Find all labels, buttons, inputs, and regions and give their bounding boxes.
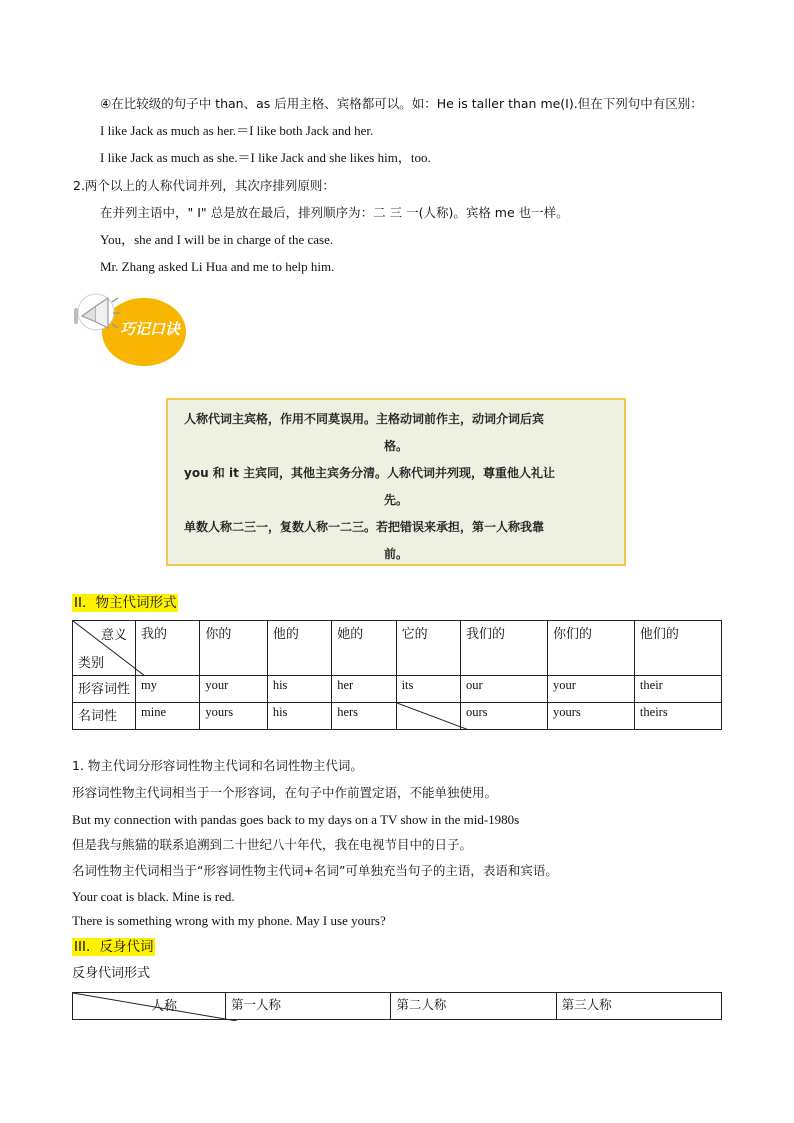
- table-cell: mine: [136, 703, 200, 730]
- table-cell: your: [547, 676, 634, 703]
- reflexive-table: [72, 992, 722, 1020]
- memo-line-2b: 先。: [383, 493, 408, 507]
- header-cell: 你的: [200, 621, 267, 676]
- table-row: [73, 676, 722, 703]
- header-cell: 我们的: [460, 621, 547, 676]
- section-2-line-4: 但是我与熊猫的联系追溯到二十世纪八十年代，我在电视节目中的日子。: [72, 837, 473, 852]
- table-row: [73, 703, 722, 730]
- corner-top-label: 意义: [100, 628, 127, 643]
- section-3-subtitle: 反身代词形式: [72, 966, 151, 981]
- header-cell: 我的: [136, 621, 200, 676]
- section-2-line-3: But my connection with pandas goes back to my days on a TV show in the mid-1980s: [72, 812, 520, 827]
- table-cell: ours: [460, 703, 547, 730]
- table-corner-cell: [73, 621, 136, 676]
- section-2-line-2: 形容词性物主代词相当于一个形容词，在句子中作前置定语，不能单独使用。: [72, 785, 498, 800]
- header-cell: 他们的: [634, 621, 721, 676]
- table-cell: their: [634, 676, 721, 703]
- intro-line-6: You，she and I will be in charge of the case.: [100, 232, 334, 247]
- intro-line-3: I like Jack as much as she.＝I like Jack and she likes him，too.: [100, 150, 431, 165]
- memo-paragraph: [184, 406, 608, 568]
- row-label: 名词性: [73, 703, 136, 730]
- intro-line-7: Mr. Zhang asked Li Hua and me to help him.: [100, 259, 335, 274]
- table-cell: my: [136, 676, 200, 703]
- corner-label: 人称: [151, 999, 178, 1014]
- intro-line-4: 2.两个以上的人称代词并列，其次序排列原则：: [73, 178, 335, 193]
- memo-line-1b: 格。: [383, 439, 408, 453]
- table-cell: her: [332, 676, 396, 703]
- table-cell: his: [267, 676, 331, 703]
- memo-line-3b: 前。: [383, 547, 408, 561]
- table-cell: yours: [547, 703, 634, 730]
- table-cell: his: [267, 703, 331, 730]
- possessive-table: [72, 620, 722, 730]
- intro-line-5: 在并列主语中，" I" 总是放在最后，排列顺序为：二 三 一(人称)。宾格 me 也一样。: [100, 205, 569, 220]
- section-2-title: II．物主代词形式: [74, 595, 177, 611]
- memo-line-2: you 和 it 主宾同，其他主宾务分清。人称代词并列现，尊重他人礼让: [184, 466, 555, 480]
- logo-label: 巧记口诀: [119, 320, 180, 338]
- section-2-line-1: 1. 物主代词分形容词性物主代词和名词性物主代词。: [72, 758, 363, 773]
- table-cell: hers: [332, 703, 396, 730]
- section-2-line-5: 名词性物主代词相当于“形容词性物主代词+名词”可单独充当句子的主语，表语和宾语。: [72, 863, 558, 878]
- header-cell: 第三人称: [556, 993, 721, 1020]
- header-cell: 第二人称: [391, 993, 556, 1020]
- table-corner-cell: [73, 993, 226, 1020]
- mnemonic-logo: [68, 288, 188, 368]
- header-cell: 第一人称: [226, 993, 391, 1020]
- header-cell: 他的: [267, 621, 331, 676]
- section-2-line-7: There is something wrong with my phone. May I use yours?: [72, 913, 386, 928]
- intro-line-1: ④在比较级的句子中 than、as 后用主格、宾格都可以。如：He is taller than me(I).但在下列句中有区别：: [100, 96, 703, 111]
- section-3-title: III．反身代词: [74, 939, 154, 955]
- header-cell: 她的: [332, 621, 396, 676]
- memo-line-1: 人称代词主宾格，作用不同莫误用。主格动词前作主，动词介词后宾: [184, 412, 545, 426]
- table-cell: our: [460, 676, 547, 703]
- header-cell: 它的: [396, 621, 460, 676]
- empty-diagonal-cell: [396, 703, 460, 730]
- row-label: 形容词性: [73, 676, 136, 703]
- table-cell: your: [200, 676, 267, 703]
- table-header-row: [73, 993, 722, 1020]
- section-2-line-6: Your coat is black. Mine is red.: [72, 889, 235, 904]
- table-cell: its: [396, 676, 460, 703]
- memo-line-3: 单数人称二三一，复数人称一二三。若把错误来承担，第一人称我靠: [184, 520, 545, 534]
- table-cell: yours: [200, 703, 267, 730]
- intro-line-2: I like Jack as much as her.＝I like both Jack and her.: [100, 123, 374, 138]
- table-header-row: [73, 621, 722, 676]
- header-cell: 你们的: [547, 621, 634, 676]
- mnemonic-box: [166, 398, 626, 566]
- corner-bottom-label: 类别: [78, 656, 105, 671]
- diagonal-line: [397, 703, 469, 730]
- table-cell: theirs: [634, 703, 721, 730]
